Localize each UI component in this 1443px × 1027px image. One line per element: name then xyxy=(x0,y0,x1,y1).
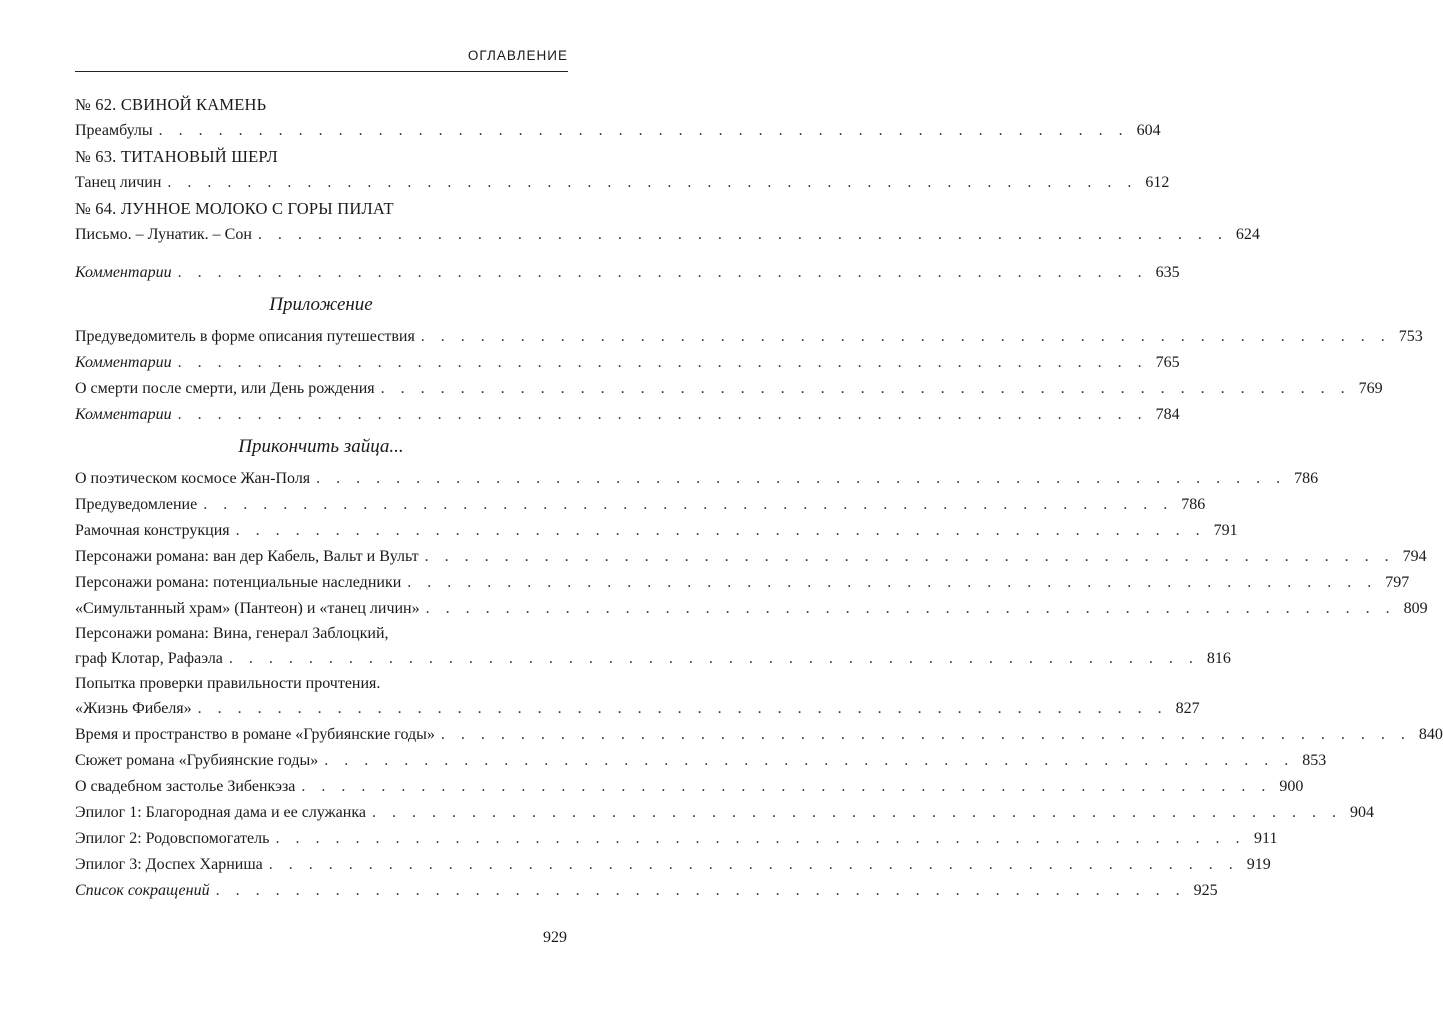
toc-appendix xyxy=(75,324,1423,428)
toc-entry xyxy=(75,774,1304,800)
dot-leader: . . . . . . . . . . . . . . . . . . . . . . . . . . . . . . . . . . . . . . . . . . . . . . . . . xyxy=(235,522,1206,539)
dot-leader: . . . . . . . . . . . . . . . . . . . . . . . . . . . . . . . . . . . . . . . . . . . . . . . . . xyxy=(177,354,1148,371)
dot-leader: . . . . . . . . . . . . . . . . . . . . . . . . . . . . . . . . . . . . . . . . . . . . . . . . . xyxy=(177,264,1148,281)
toc-entry-page: 765 xyxy=(1155,354,1180,371)
dot-leader: . . . . . . . . . . . . . . . . . . . . . . . . . . . . . . . . . . . . . . . . . . . . . . . . . xyxy=(197,700,1168,717)
toc-entry-page: 786 xyxy=(1294,470,1319,487)
toc-entry xyxy=(75,722,1443,748)
toc-entry-title: Танец личин xyxy=(75,174,162,191)
toc-entry xyxy=(75,596,1428,622)
toc-entry-title: Персонажи романа: потенциальные наследники xyxy=(75,574,402,591)
toc-entry xyxy=(75,402,1180,428)
running-header: ОГЛАВЛЕНИЕ xyxy=(467,48,568,63)
dot-leader: . . . . . . . . . . . . . . . . . . . . . . . . . . . . . . . . . . . . . . . . . . . . . . . . . xyxy=(380,380,1351,397)
table-of-contents xyxy=(75,92,1443,904)
dot-leader: . . . . . . . . . . . . . . . . . . . . . . . . . . . . . . . . . . . . . . . . . . . . . . . . . xyxy=(167,174,1138,191)
dot-leader: . . . . . . . . . . . . . . . . . . . . . . . . . . . . . . . . . . . . . . . . . . . . . . . . . xyxy=(316,470,1287,487)
header-rule xyxy=(75,71,568,72)
toc-entry xyxy=(75,350,1180,376)
toc-section-heading: № 63. ТИТАНОВЫЙ ШЕРЛ xyxy=(75,147,278,166)
toc-comments xyxy=(75,260,1180,286)
dot-leader: . . . . . . . . . . . . . . . . . . . . . . . . . . . . . . . . . . . . . . . . . . . . . . . . . xyxy=(268,856,1239,873)
toc-essay-continued xyxy=(75,722,1443,878)
toc-entry-page: 797 xyxy=(1385,574,1410,591)
toc-entry-page: 904 xyxy=(1349,804,1374,821)
toc-entry xyxy=(75,376,1383,402)
toc-entry-page: 786 xyxy=(1181,496,1206,513)
toc-entry-page: 753 xyxy=(1398,328,1423,345)
toc-entry-title: О свадебном застолье Зибенкэза xyxy=(75,778,296,795)
toc-entry xyxy=(75,826,1278,852)
dot-leader: . . . . . . . . . . . . . . . . . . . . . . . . . . . . . . . . . . . . . . . . . . . . . . . . . xyxy=(257,226,1228,243)
toc-entry xyxy=(75,466,1319,492)
essay-title: Прикончить зайца... xyxy=(238,436,404,457)
toc-entry-title: граф Клотар, Рафаэла xyxy=(75,650,223,667)
dot-leader: . . . . . . . . . . . . . . . . . . . . . . . . . . . . . . . . . . . . . . . . . . . . . . . . . xyxy=(203,496,1174,513)
toc-entry-title: О поэтическом космосе Жан-Поля xyxy=(75,470,311,487)
toc-entry xyxy=(75,646,1231,672)
dot-leader: . . . . . . . . . . . . . . . . . . . . . . . . . . . . . . . . . . . . . . . . . . . . . . . . . xyxy=(158,122,1129,139)
dot-leader: . . . . . . . . . . . . . . . . . . . . . . . . . . . . . . . . . . . . . . . . . . . . . . . . . xyxy=(371,804,1342,821)
toc-entry-title: Рамочная конструкция xyxy=(75,522,230,539)
toc-entry-title-line: Персонажи романа: Вина, генерал Заблоцкий, xyxy=(75,625,389,642)
toc-entry-page: 791 xyxy=(1213,522,1238,539)
toc-entry-page: 827 xyxy=(1175,700,1200,717)
toc-entry-page: 911 xyxy=(1254,830,1278,847)
toc-entry-title: Предуведомление xyxy=(75,496,198,513)
toc-entry-title: Комментарии xyxy=(75,354,172,371)
toc-entry-page: 624 xyxy=(1235,226,1260,243)
dot-leader: . . . . . . . . . . . . . . . . . . . . . . . . . . . . . . . . . . . . . . . . . . . . . . . . . xyxy=(420,328,1391,345)
toc-entry-title: Письмо. – Лунатик. – Сон xyxy=(75,226,252,243)
toc-multiline-entry xyxy=(75,622,1231,672)
toc-entry xyxy=(75,748,1327,774)
toc-entry-page: 612 xyxy=(1145,174,1170,191)
dot-leader: . . . . . . . . . . . . . . . . . . . . . . . . . . . . . . . . . . . . . . . . . . . . . . . . . xyxy=(301,778,1272,795)
toc-entry xyxy=(75,696,1200,722)
toc-entry-title: Эпилог 1: Благородная дама и ее служанка xyxy=(75,804,366,821)
toc-entry-title: Комментарии xyxy=(75,406,172,423)
toc-entry xyxy=(75,324,1423,350)
toc-entry xyxy=(75,570,1410,596)
toc-section-heading: № 64. ЛУННОЕ МОЛОКО С ГОРЫ ПИЛАТ xyxy=(75,199,394,218)
dot-leader: . . . . . . . . . . . . . . . . . . . . . . . . . . . . . . . . . . . . . . . . . . . . . . . . . xyxy=(407,574,1378,591)
dot-leader: . . . . . . . . . . . . . . . . . . . . . . . . . . . . . . . . . . . . . . . . . . . . . . . . . xyxy=(324,752,1295,769)
dot-leader: . . . . . . . . . . . . . . . . . . . . . . . . . . . . . . . . . . . . . . . . . . . . . . . . . xyxy=(228,650,1199,667)
toc-entry xyxy=(75,260,1180,286)
toc-entry-page: 925 xyxy=(1193,882,1218,899)
toc-entry xyxy=(75,118,1161,144)
toc-entry-title: Эпилог 2: Родовспомогатель xyxy=(75,830,270,847)
toc-entry xyxy=(75,852,1271,878)
toc-entry-page: 635 xyxy=(1155,264,1180,281)
toc-section-heading: № 62. СВИНОЙ КАМЕНЬ xyxy=(75,95,267,114)
toc-entry-title: Преамбулы xyxy=(75,122,153,139)
toc-entry xyxy=(75,800,1374,826)
dot-leader: . . . . . . . . . . . . . . . . . . . . . . . . . . . . . . . . . . . . . . . . . . . . . . . . . xyxy=(425,600,1396,617)
toc-entry-page: 769 xyxy=(1358,380,1383,397)
toc-entry-page: 809 xyxy=(1403,600,1428,617)
toc-entry xyxy=(75,518,1238,544)
dot-leader: . . . . . . . . . . . . . . . . . . . . . . . . . . . . . . . . . . . . . . . . . . . . . . . . . xyxy=(440,726,1411,743)
toc-entry-page: 816 xyxy=(1206,650,1231,667)
page-number: 929 xyxy=(543,929,567,946)
toc-entry-page: 604 xyxy=(1136,122,1161,139)
toc-entry-title: О смерти после смерти, или День рождения xyxy=(75,380,375,397)
toc-entry-title: Сюжет романа «Грубиянские годы» xyxy=(75,752,319,769)
dot-leader: . . . . . . . . . . . . . . . . . . . . . . . . . . . . . . . . . . . . . . . . . . . . . . . . . xyxy=(275,830,1246,847)
toc-entry xyxy=(75,170,1170,196)
toc-entry xyxy=(75,222,1260,248)
toc-entry xyxy=(75,492,1206,518)
toc-entry-page: 900 xyxy=(1279,778,1304,795)
dot-leader: . . . . . . . . . . . . . . . . . . . . . . . . . . . . . . . . . . . . . . . . . . . . . . . . . xyxy=(215,882,1186,899)
toc-entry-title: Список сокращений xyxy=(75,882,210,899)
toc-entry xyxy=(75,878,1218,904)
toc-multiline-entry xyxy=(75,672,1200,722)
toc-entry-page: 784 xyxy=(1155,406,1180,423)
toc-entry xyxy=(75,544,1427,570)
dot-leader: . . . . . . . . . . . . . . . . . . . . . . . . . . . . . . . . . . . . . . . . . . . . . . . . . xyxy=(424,548,1395,565)
toc-entry-title: Эпилог 3: Доспех Харниша xyxy=(75,856,263,873)
toc-abbreviations xyxy=(75,878,1218,904)
dot-leader: . . . . . . . . . . . . . . . . . . . . . . . . . . . . . . . . . . . . . . . . . . . . . . . . . xyxy=(177,406,1148,423)
toc-entry-page: 840 xyxy=(1418,726,1443,743)
toc-part1 xyxy=(75,92,1260,248)
toc-entry-title: «Симультанный храм» (Пантеон) и «танец личин» xyxy=(75,600,420,617)
toc-entry-title: «Жизнь Фибеля» xyxy=(75,700,192,717)
toc-entry-title-line: Попытка проверки правильности прочтения. xyxy=(75,675,381,692)
toc-essay xyxy=(75,466,1428,622)
toc-entry-title: Время и пространство в романе «Грубиянские годы» xyxy=(75,726,435,743)
toc-entry-page: 919 xyxy=(1246,856,1271,873)
toc-entry-title: Комментарии xyxy=(75,264,172,281)
toc-entry-page: 853 xyxy=(1302,752,1327,769)
appendix-title: Приложение xyxy=(269,294,373,315)
toc-entry-title: Персонажи романа: ван дер Кабель, Вальт и Вульт xyxy=(75,548,419,565)
toc-entry-page: 794 xyxy=(1402,548,1427,565)
toc-entry-title: Предуведомитель в форме описания путешествия xyxy=(75,328,415,345)
